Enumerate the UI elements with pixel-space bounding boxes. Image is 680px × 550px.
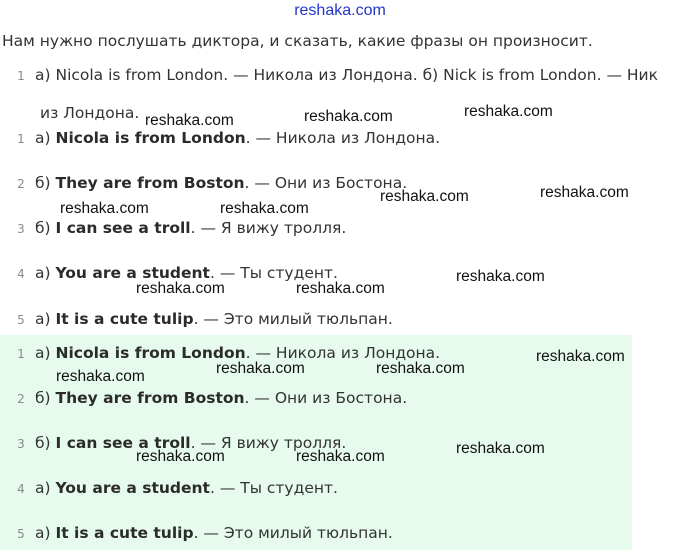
answer-translation: . — Никола из Лондона. — [245, 129, 441, 147]
answer-phrase: Nicola is from London — [55, 344, 246, 362]
row-number: 4 — [17, 482, 25, 496]
answer-prefix: б) — [35, 174, 56, 192]
answer-translation: . — Я вижу тролля. — [190, 219, 347, 237]
answer-phrase: Nicola is from London — [55, 129, 246, 147]
answer-phrase: It is a cute tulip — [55, 310, 194, 328]
watermark: reshaka.com — [456, 268, 545, 285]
watermark: reshaka.com — [540, 184, 629, 201]
row-number: 1 — [17, 69, 25, 83]
answer-prefix: б) — [35, 219, 56, 237]
answer-prefix: б) — [35, 434, 56, 452]
watermark: reshaka.com — [376, 360, 465, 377]
watermark: reshaka.com — [136, 448, 225, 465]
answer-translation: . — Ты студент. — [209, 479, 338, 497]
answer-translation: . — Никола из Лондона. — [245, 344, 441, 362]
watermark: reshaka.com — [304, 108, 393, 125]
answer-translation: . — Они из Бостона. — [244, 389, 408, 407]
answer-phrase: They are from Boston — [55, 389, 245, 407]
answer-prefix: а) — [35, 310, 56, 328]
watermark: reshaka.com — [456, 440, 545, 457]
answer-translation: . — Это милый тюльпан. — [193, 310, 393, 328]
site-header-watermark[interactable]: reshaka.com — [294, 2, 386, 19]
answer-phrase: I can see a troll — [55, 434, 191, 452]
watermark: reshaka.com — [145, 112, 234, 129]
item-text-line2: из Лондона. — [40, 104, 140, 122]
answer-translation: . — Они из Бостона. — [244, 174, 408, 192]
answer-prefix: а) — [35, 264, 56, 282]
answer-phrase: It is a cute tulip — [55, 524, 194, 542]
watermark: reshaka.com — [56, 368, 145, 385]
watermark: reshaka.com — [536, 348, 625, 365]
answer-prefix: а) — [35, 344, 56, 362]
watermark: reshaka.com — [464, 103, 553, 120]
watermark: reshaka.com — [136, 280, 225, 297]
row-number: 2 — [17, 392, 25, 406]
row-number: 2 — [17, 177, 25, 191]
row-number: 5 — [17, 527, 25, 541]
answer-prefix: а) — [35, 479, 56, 497]
answer-prefix: б) — [35, 389, 56, 407]
answer-translation: . — Это милый тюльпан. — [193, 524, 393, 542]
task-instruction: Нам нужно послушать диктора, и сказать, какие фразы он произносит. — [2, 32, 593, 50]
watermark: reshaka.com — [380, 188, 469, 205]
watermark: reshaka.com — [60, 200, 149, 217]
row-number: 4 — [17, 267, 25, 281]
row-number: 1 — [17, 132, 25, 146]
watermark: reshaka.com — [296, 448, 385, 465]
answer-prefix: а) — [35, 524, 56, 542]
answer-phrase: You are a student — [55, 479, 210, 497]
answer-phrase: They are from Boston — [55, 174, 245, 192]
row-number: 3 — [17, 437, 25, 451]
answer-phrase: I can see a troll — [55, 219, 191, 237]
answer-phrase: You are a student — [55, 264, 210, 282]
watermark: reshaka.com — [216, 360, 305, 377]
answer-prefix: а) — [35, 129, 56, 147]
watermark: reshaka.com — [220, 200, 309, 217]
watermark: reshaka.com — [296, 280, 385, 297]
item-text-line1: а) Nicola is from London. — Никола из Лондона. б) Nick is from London. — Ник — [35, 66, 658, 84]
row-number: 3 — [17, 222, 25, 236]
answer-translation: . — Ты студент. — [209, 264, 338, 282]
row-number: 1 — [17, 347, 25, 361]
row-number: 5 — [17, 313, 25, 327]
answer-translation: . — Я вижу тролля. — [190, 434, 347, 452]
